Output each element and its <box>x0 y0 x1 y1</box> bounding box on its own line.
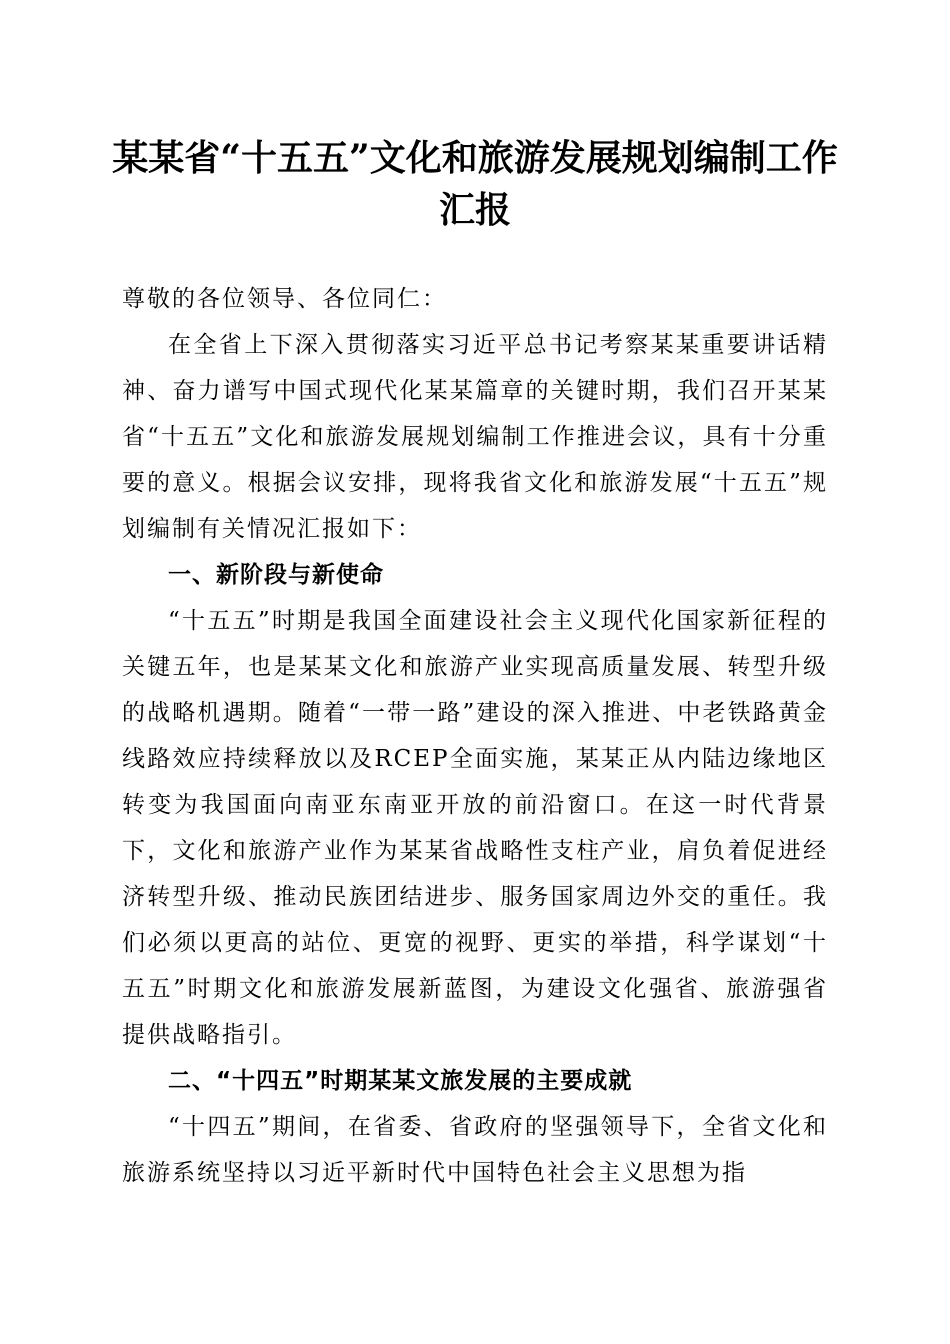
intro-paragraph: 在全省上下深入贯彻落实习近平总书记考察某某重要讲话精神、奋力谱写中国式现代化某某篇章的关键时期，我们召开某某省“十五五”文化和旅游发展规划编制工作推进会议，具有十分重要的意义。根据会议安排，现将我省文化和旅游发展“十五五”规划编制有关情况汇报如下： <box>122 332 828 542</box>
section-heading-1: 一、新阶段与新使命 <box>168 562 384 588</box>
salutation: 尊敬的各位领导、各位同仁： <box>122 286 447 312</box>
section-2-paragraph: “十四五”期间，在省委、省政府的坚强领导下，全省文化和旅游系统坚持以习近平新时代中国特色社会主义思想为指 <box>122 1114 828 1186</box>
section-heading-2: 二、“十四五”时期某某文旅发展的主要成就 <box>168 1068 633 1094</box>
document-body <box>122 276 828 1196</box>
document-title: 某某省“十五五”文化和旅游发展规划编制工作汇报 <box>112 137 838 231</box>
section-1-paragraph: “十五五”时期是我国全面建设社会主义现代化国家新征程的关键五年，也是某某文化和旅游产业实现高质量发展、转型升级的战略机遇期。随着“一带一路”建设的深入推进、中老铁路黄金线路效应持续释放以及RCEP全面实施，某某正从内陆边缘地区转变为我国面向南亚东南亚开放的前沿窗口。在这一时代背景下，文化和旅游产业作为某某省战略性支柱产业，肩负着促进经济转型升级、推动民族团结进步、服务国家周边外交的重任。我们必须以更高的站位、更宽的视野、更实的举措，科学谋划“十五五”时期文化和旅游发展新蓝图，为建设文化强省、旅游强省提供战略指引。 <box>122 608 828 1048</box>
